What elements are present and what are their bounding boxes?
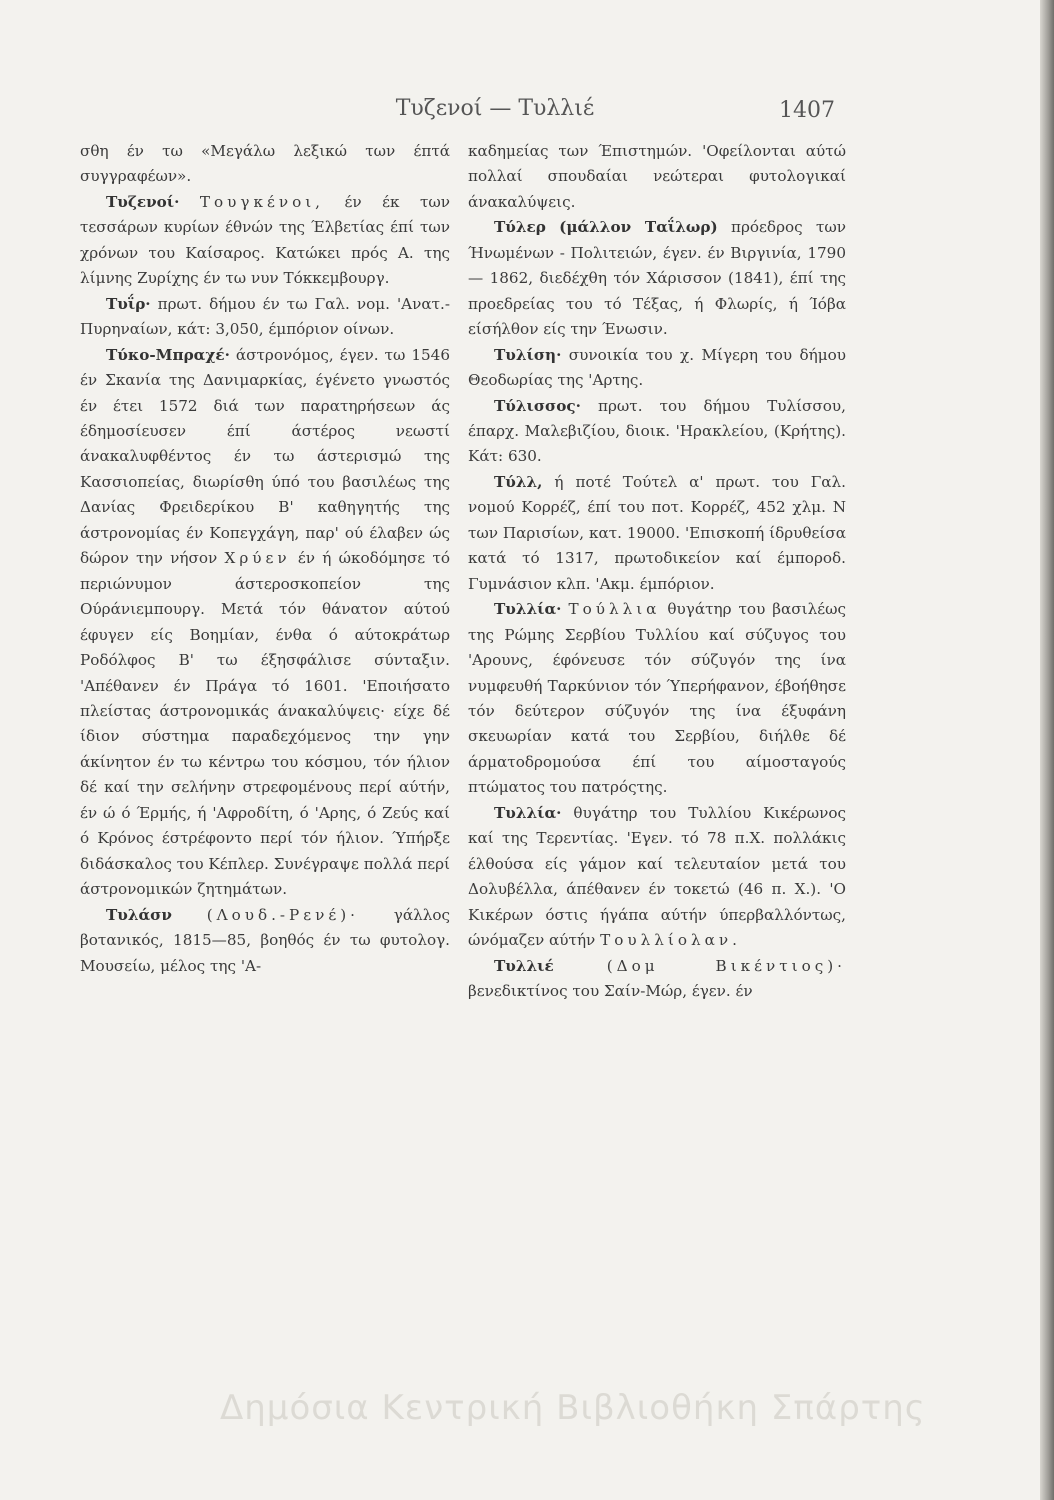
entry-tulasne: Τυλάσν (Λουδ.-Ρενέ)· γάλλος βοτανικός, 1815—85, βοηθός έν τω φυτολογ. Μουσείω, μέλος της 'Α- [80,905,451,975]
entry-tulle: Τύλλ, ή ποτέ Τούτελ α' πρωτ. του Γαλ. νομού Κορρέζ, έπί του ποτ. Κορρέζ, 452 χλμ. Ν των Παρισίων, κατ. 19000. 'Επισκοπή ίδρυθείσα κατά τό 1317, πρωτοδικείον καί έμποροδ. Γυμνάσιον κλπ. 'Ακμ. έμπόριον. [468,472,847,593]
entry-tullia-2: Τυλλία· θυγάτηρ του Τυλλίου Κικέρωνος καί της Τερεντίας. 'Εγεν. τό 78 π.Χ. πολλάκις έλθούσα είς γάμον καί τελευταίον μετά του Δολυβέλλα, άπέθανεν έν τοκετώ (46 π. Χ.). 'Ο Κικέρων όστις ήγάπα αύτήν ύπερβαλλόντως, ώνόμαζεν αύτήν Τουλλίολαν. [468,803,846,950]
lemma: Τυλάσν [106,905,172,924]
page-header [0,96,1040,136]
lemma: Τυλλία· [494,803,562,822]
left-column [80,139,450,979]
lemma: Τυζενοί· [106,192,180,211]
library-watermark: Δημόσια Κεντρική Βιβλιοθήκη Σπάρτης [220,1388,926,1428]
entry-tyler: Τύλερ (μάλλον Ταΐλωρ) πρόεδρος των Ήνωμένων - Πολιτειών, έγεν. έν Βιργινία, 1790 — 1862, διεδέχθη τόν Χάρισσον (1841), έπί της προεδρείας του τό Τέξας, ή Φλωρίς, ή Ίόβα είσήλθον είς την Ένωσιν. [468,218,846,339]
continued-text: σθη έν τω «Μεγάλω λεξικώ των έπτά συγγραφέων». [80,142,450,186]
entry-tylisi: Τυλίση· συνοικία του χ. Μίγερη του δήμου Θεοδωρίας της 'Αρτης. [468,345,846,390]
entry-tyzenoi: Τυζενοί· Τουγκένοι, έν έκ των τεσσάρων κυρίων έθνών της Έλβετίας έπί των χρόνων του Καίσαρος. Κατώκει πρός Α. της λίμνης Ζυρίχης έν τω νυν Τόκκεμβουργ. [80,192,451,288]
right-column [468,139,846,1004]
lemma: Τύλισσος· [494,396,581,415]
entry-tycho-brahe: Τύκο-Μπραχέ· άστρονόμος, έγεν. τω 1546 έν Σκανία της Δανιμαρκίας, έγένετο γνωστός έν έτει 1572 διά των παρατηρήσεων άς έδημοσίευσεν έπί άστέρος νεωστί άνακαλυφθέντος έν τω άστερισμώ της Κασσιοπείας, διωρίσθη ύπό του βασιλέως της Δανίας Φρειδερίκου Β' καθηγητής της άστρονομίας έν Κοπεγχάγη, παρ' ού έλαβεν ώς δώρον την νήσον Χρύεν έν ή ώκοδόμησε τό περιώνυμον άστεροσκοπείον της Ούράνιεμπουργ. Μετά τόν θάνατον αύτού έφυγεν είς Βοημίαν, ένθα ό αύτοκράτωρ Ροδόλφος Β' τω έξησφάλισε σύνταξιν. 'Απέθανεν έν Πράγα τό 1601. 'Εποιήσατο πλείστας άστρονομικάς άνακαλύψεις· είχε δέ ίδιον σύστημα παραδεχόμενος την γην άκίνητον έν τω κέντρω του κόσμου, τόν ήλιον δέ καί την σελήνην στρεφομένους περί αύτήν, έν ώ ό Έρμής, ή 'Αφροδίτη, ό 'Αρης, ό Ζεύς καί ό Κρόνος έστρέφοντο περί τόν ήλιον. Ύπήρξε διδάσκαλος του Κέπλερ. Συνέγραψε πολλά περί άστρονομικών ζητημάτων. [80,345,451,899]
lemma: Τύλερ [494,218,546,237]
continued-text: καδημείας των Έπιστημών. 'Οφείλονται αύτώ πολλαί σπουδαίαι νεώτεραι φυτολογικαί άνακαλύψεις. [468,142,846,211]
lemma: Τύλλ, [494,472,543,491]
lemma: Τύκο-Μπραχέ· [106,345,230,364]
entry-tullier: Τυλλιέ (Δομ Βικέντιος)· βενεδικτίνος του Σαίν-Μώρ, έγεν. έν [468,956,847,1000]
page-number: 1407 [779,98,835,123]
running-title: Τυζενοί — Τυλλιέ [395,96,595,121]
lemma: Τυΐρ· [106,294,151,313]
entry-tylissos: Τύλισσος· πρωτ. του δήμου Τυλίσσου, έπαρχ. Μαλεβιζίου, διοικ. 'Ηρακλείου, (Κρήτης). Κάτ: 630. [468,396,846,466]
page-edge-shadow [1040,0,1054,1500]
entry-tyir: Τυΐρ· πρωτ. δήμου έν τω Γαλ. νομ. 'Ανατ.-Πυρηναίων, κάτ: 3,050, έμπόριον οίνων. [80,294,450,339]
lemma: Τυλλία· [494,600,562,619]
entry-tullia-1: Τυλλία· Τούλλια θυγάτηρ του βασιλέως της Ρώμης Σερβίου Τυλλίου καί σύζυγος του 'Αρουνς, έφόνευσε τόν σύζυγόν της ίνα νυμφευθή Ταρκύνιον τόν Ύπερήφανον, έβοήθησε τόν δεύτερον σύζυγόν της ίνα έξυφάνη σκευωρίαν κατά του Σερβίου, διήλθε δέ άρματοδρομούσα έπί του αίμοσταγούς πτώματος του πατρόςτης. [468,600,847,797]
lemma: Τυλίση· [494,345,562,364]
lemma: Τυλλιέ [494,956,554,975]
